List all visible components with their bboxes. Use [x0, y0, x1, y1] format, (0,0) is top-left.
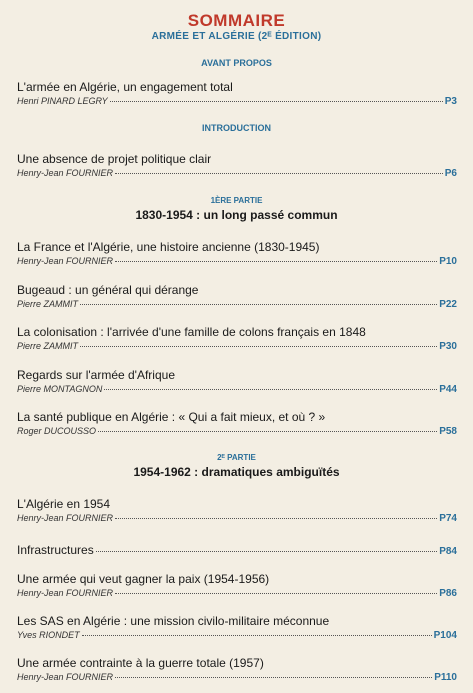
part-title: 1830-1954 : un long passé commun [135, 208, 338, 222]
dot-leader [115, 173, 443, 174]
toc-entry[interactable] [17, 656, 457, 683]
entry-page: P84 [439, 546, 457, 557]
entry-page: P86 [439, 588, 457, 599]
entry-page: P6 [444, 168, 457, 179]
entry-title: La France et l'Algérie, une histoire ancienne (1830-1945) [17, 240, 320, 254]
entry-page: P3 [444, 96, 457, 107]
toc-entry[interactable] [17, 283, 457, 310]
entry-page: P44 [439, 384, 457, 395]
entry-author: Roger DUCOUSSO [17, 426, 97, 436]
entry-author: Henry-Jean FOURNIER [17, 168, 114, 178]
dot-leader [115, 593, 437, 594]
dot-leader [110, 101, 443, 102]
page-title: SOMMAIRE [187, 11, 286, 30]
toc-entry[interactable] [17, 80, 457, 107]
dot-leader [115, 261, 437, 262]
toc-entry[interactable] [17, 152, 457, 179]
part-label: 2ᴱ PARTIE [217, 453, 256, 462]
toc-entry[interactable] [17, 614, 457, 641]
entry-title: La colonisation : l'arrivée d'une famille de colons français en 1848 [17, 325, 366, 339]
toc-entry[interactable] [17, 368, 457, 395]
entry-author: Henri PINARD LEGRY [17, 96, 108, 106]
entry-title: Bugeaud : un général qui dérange [17, 283, 199, 297]
entry-title: La santé publique en Algérie : « Qui a fait mieux, et où ? » [17, 410, 326, 424]
part-label: 1ÈRE PARTIE [210, 196, 263, 205]
dot-leader [115, 677, 432, 678]
entry-author: Henry-Jean FOURNIER [17, 672, 114, 682]
entry-author: Henry-Jean FOURNIER [17, 256, 114, 266]
entry-author: Yves RIONDET [17, 630, 80, 640]
part-title: 1954-1962 : dramatiques ambiguïtés [133, 465, 340, 479]
entry-author: Pierre MONTAGNON [17, 384, 103, 394]
entry-title: Regards sur l'armée d'Afrique [17, 368, 175, 382]
entry-title: L'armée en Algérie, un engagement total [17, 80, 233, 94]
dot-leader [115, 518, 437, 519]
entry-title: Une armée qui veut gagner la paix (1954-1956) [17, 572, 270, 586]
entry-author: Pierre ZAMMIT [17, 299, 79, 309]
entry-author: Pierre ZAMMIT [17, 341, 79, 351]
entry-author: Henry-Jean FOURNIER [17, 588, 114, 598]
toc-entry[interactable] [17, 572, 457, 599]
dot-leader [80, 346, 437, 347]
entry-title: Une absence de projet politique clair [17, 152, 212, 166]
dot-leader [104, 389, 437, 390]
entry-title: L'Algérie en 1954 [17, 497, 111, 511]
toc-entry[interactable] [17, 240, 457, 267]
toc-entry[interactable] [17, 410, 457, 437]
entry-page: P22 [439, 299, 457, 310]
entry-page: P10 [439, 256, 457, 267]
entry-page: P58 [439, 426, 457, 437]
toc-entry[interactable] [17, 497, 457, 524]
entry-title: Infrastructures [17, 543, 94, 557]
entry-author: Henry-Jean FOURNIER [17, 513, 114, 523]
section-heading-introduction: INTRODUCTION [202, 123, 271, 133]
toc-entry[interactable] [17, 325, 457, 352]
entry-page: P104 [433, 630, 457, 641]
entry-title: Une armée contrainte à la guerre totale (1957) [17, 656, 264, 670]
dot-leader [96, 551, 438, 552]
toc-entry[interactable] [17, 543, 457, 557]
dot-leader [80, 304, 437, 305]
entry-page: P74 [439, 513, 457, 524]
section-heading-avant-propos: AVANT PROPOS [201, 58, 272, 68]
entry-title: Les SAS en Algérie : une mission civilo-militaire méconnue [17, 614, 330, 628]
dot-leader [98, 431, 437, 432]
dot-leader [82, 635, 432, 636]
entry-page: P110 [434, 672, 457, 683]
entry-page: P30 [439, 341, 457, 352]
page-subtitle: ARMÉE ET ALGÉRIE (2ᴱ ÉDITION) [151, 31, 322, 42]
